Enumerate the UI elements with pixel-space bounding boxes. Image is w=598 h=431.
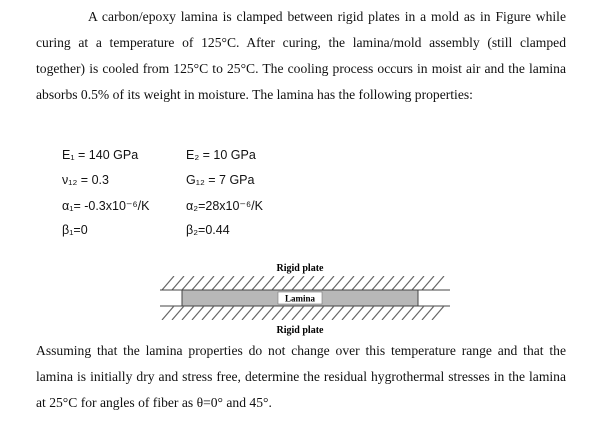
property-e1: E₁ = 140 GPa — [62, 148, 139, 162]
bottom-plate-hatch — [162, 306, 444, 320]
property-alpha1: α₁= -0.3x10⁻⁶/K — [62, 199, 150, 213]
problem-intro-paragraph — [36, 4, 566, 108]
top-plate-hatch — [162, 276, 444, 290]
property-row — [62, 171, 382, 196]
property-row — [62, 196, 382, 221]
property-alpha2: α₂=28x10⁻⁶/K — [186, 199, 263, 213]
property-row — [62, 146, 382, 171]
property-beta1: β₁=0 — [62, 223, 88, 237]
property-row — [62, 221, 382, 246]
property-g12: G₁₂ = 7 GPa — [186, 173, 255, 187]
problem-conclusion-text: Assuming that the lamina properties do not change over this temperature range and that the lamina is initially dry and stress free, determine the residual hygrothermal stresses in the lamina at 25°C for angles of fiber as θ=0° and 45°. — [36, 343, 566, 410]
property-nu12: ν₁₂ = 0.3 — [62, 173, 109, 187]
bottom-plate-label: Rigid plate — [276, 325, 324, 336]
properties-table — [62, 146, 382, 246]
top-plate-label: Rigid plate — [276, 263, 324, 274]
property-beta2: β₂=0.44 — [186, 223, 230, 237]
problem-conclusion-paragraph — [36, 338, 566, 416]
lamina-label: Lamina — [284, 293, 316, 304]
mold-figure — [160, 258, 450, 338]
mold-diagram — [160, 258, 450, 338]
property-e2: E₂ = 10 GPa — [186, 148, 256, 162]
problem-intro-text: A carbon/epoxy lamina is clamped between rigid plates in a mold as in Figure while curing at a temperature of 125°C. After curing, the lamina/mold assembly (still clamped together) is cooled from 125°C to 25°C. The cooling process occurs in moist air and the lamina absorbs 0.5% of its weight in moisture. The lamina has the following properties: — [36, 9, 566, 102]
